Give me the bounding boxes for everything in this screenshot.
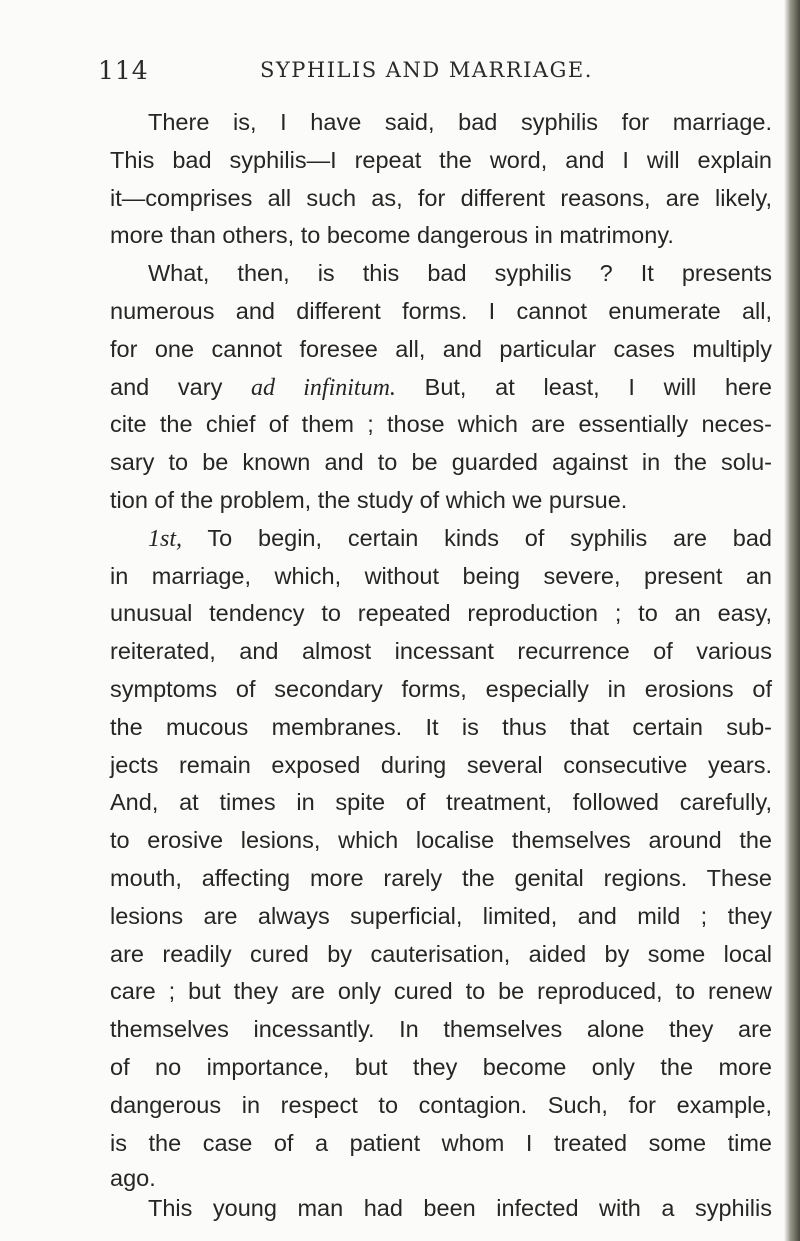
- text-line: cite the chief of them ; those which are essentially neces-: [110, 411, 772, 438]
- text-line: unusual tendency to repeated reproduction ; to an easy,: [110, 600, 772, 627]
- text-line: more than others, to become dangerous in matrimony.: [110, 222, 674, 249]
- text-segment: and vary: [110, 373, 223, 400]
- text-line: tion of the problem, the study of which we pursue.: [110, 486, 628, 513]
- text-line: There is, I have said, bad syphilis for marriage.: [148, 109, 772, 135]
- text-line: themselves incessantly. In themselves alone they are: [110, 1016, 772, 1043]
- text-line: ago.: [110, 1165, 156, 1192]
- text-line: lesions are always superficial, limited, and mild ; they: [110, 902, 772, 929]
- text-line: symptoms of secondary forms, especially in erosions of: [110, 675, 772, 702]
- body-text: [110, 104, 772, 1228]
- text-line: reiterated, and almost incessant recurrence of various: [110, 638, 772, 665]
- text-line: is the case of a patient whom I treated some time: [110, 1129, 772, 1156]
- italic-phrase: ad infinitum.: [251, 374, 396, 401]
- text-line: care ; but they are only cured to be reproduced, to renew: [110, 978, 772, 1005]
- page-edge-shadow: [784, 0, 800, 1241]
- text-line: to erosive lesions, which localise themselves around the: [110, 827, 772, 854]
- text-line: What, then, is this bad syphilis ? It presents: [148, 260, 772, 287]
- text-line: This young man had been infected with a syphilis: [148, 1195, 772, 1222]
- text-line: in marriage, which, without being severe, present an: [110, 562, 772, 589]
- text-segment: To begin, certain kinds of syphilis are bad: [207, 524, 772, 551]
- text-line: sary to be known and to be guarded against in the solu-: [110, 449, 772, 476]
- running-head: [98, 56, 748, 96]
- text-line: [110, 369, 772, 407]
- italic-ordinal: 1st,: [148, 525, 183, 552]
- running-title: SYPHILIS AND MARRIAGE.: [260, 58, 593, 82]
- text-line: jects remain exposed during several consecutive years.: [110, 751, 772, 778]
- text-line: And, at times in spite of treatment, followed carefully,: [110, 789, 772, 816]
- text-segment: But, at least, I will here: [424, 373, 772, 400]
- text-line: it—comprises all such as, for different reasons, are likely,: [110, 184, 772, 211]
- text-line: are readily cured by cauterisation, aided by some local: [110, 940, 772, 967]
- text-line: This bad syphilis—I repeat the word, and I will explain: [110, 146, 772, 173]
- text-line: dangerous in respect to contagion. Such, for example,: [110, 1091, 772, 1118]
- text-line: mouth, affecting more rarely the genital regions. These: [110, 864, 772, 891]
- text-line: numerous and different forms. I cannot enumerate all,: [110, 297, 772, 324]
- page-number: 114: [98, 56, 149, 85]
- text-line: the mucous membranes. It is thus that certain sub-: [110, 713, 772, 740]
- text-line: [110, 520, 772, 558]
- text-line: for one cannot foresee all, and particular cases multiply: [110, 335, 772, 362]
- text-line: of no importance, but they become only the more: [110, 1053, 772, 1080]
